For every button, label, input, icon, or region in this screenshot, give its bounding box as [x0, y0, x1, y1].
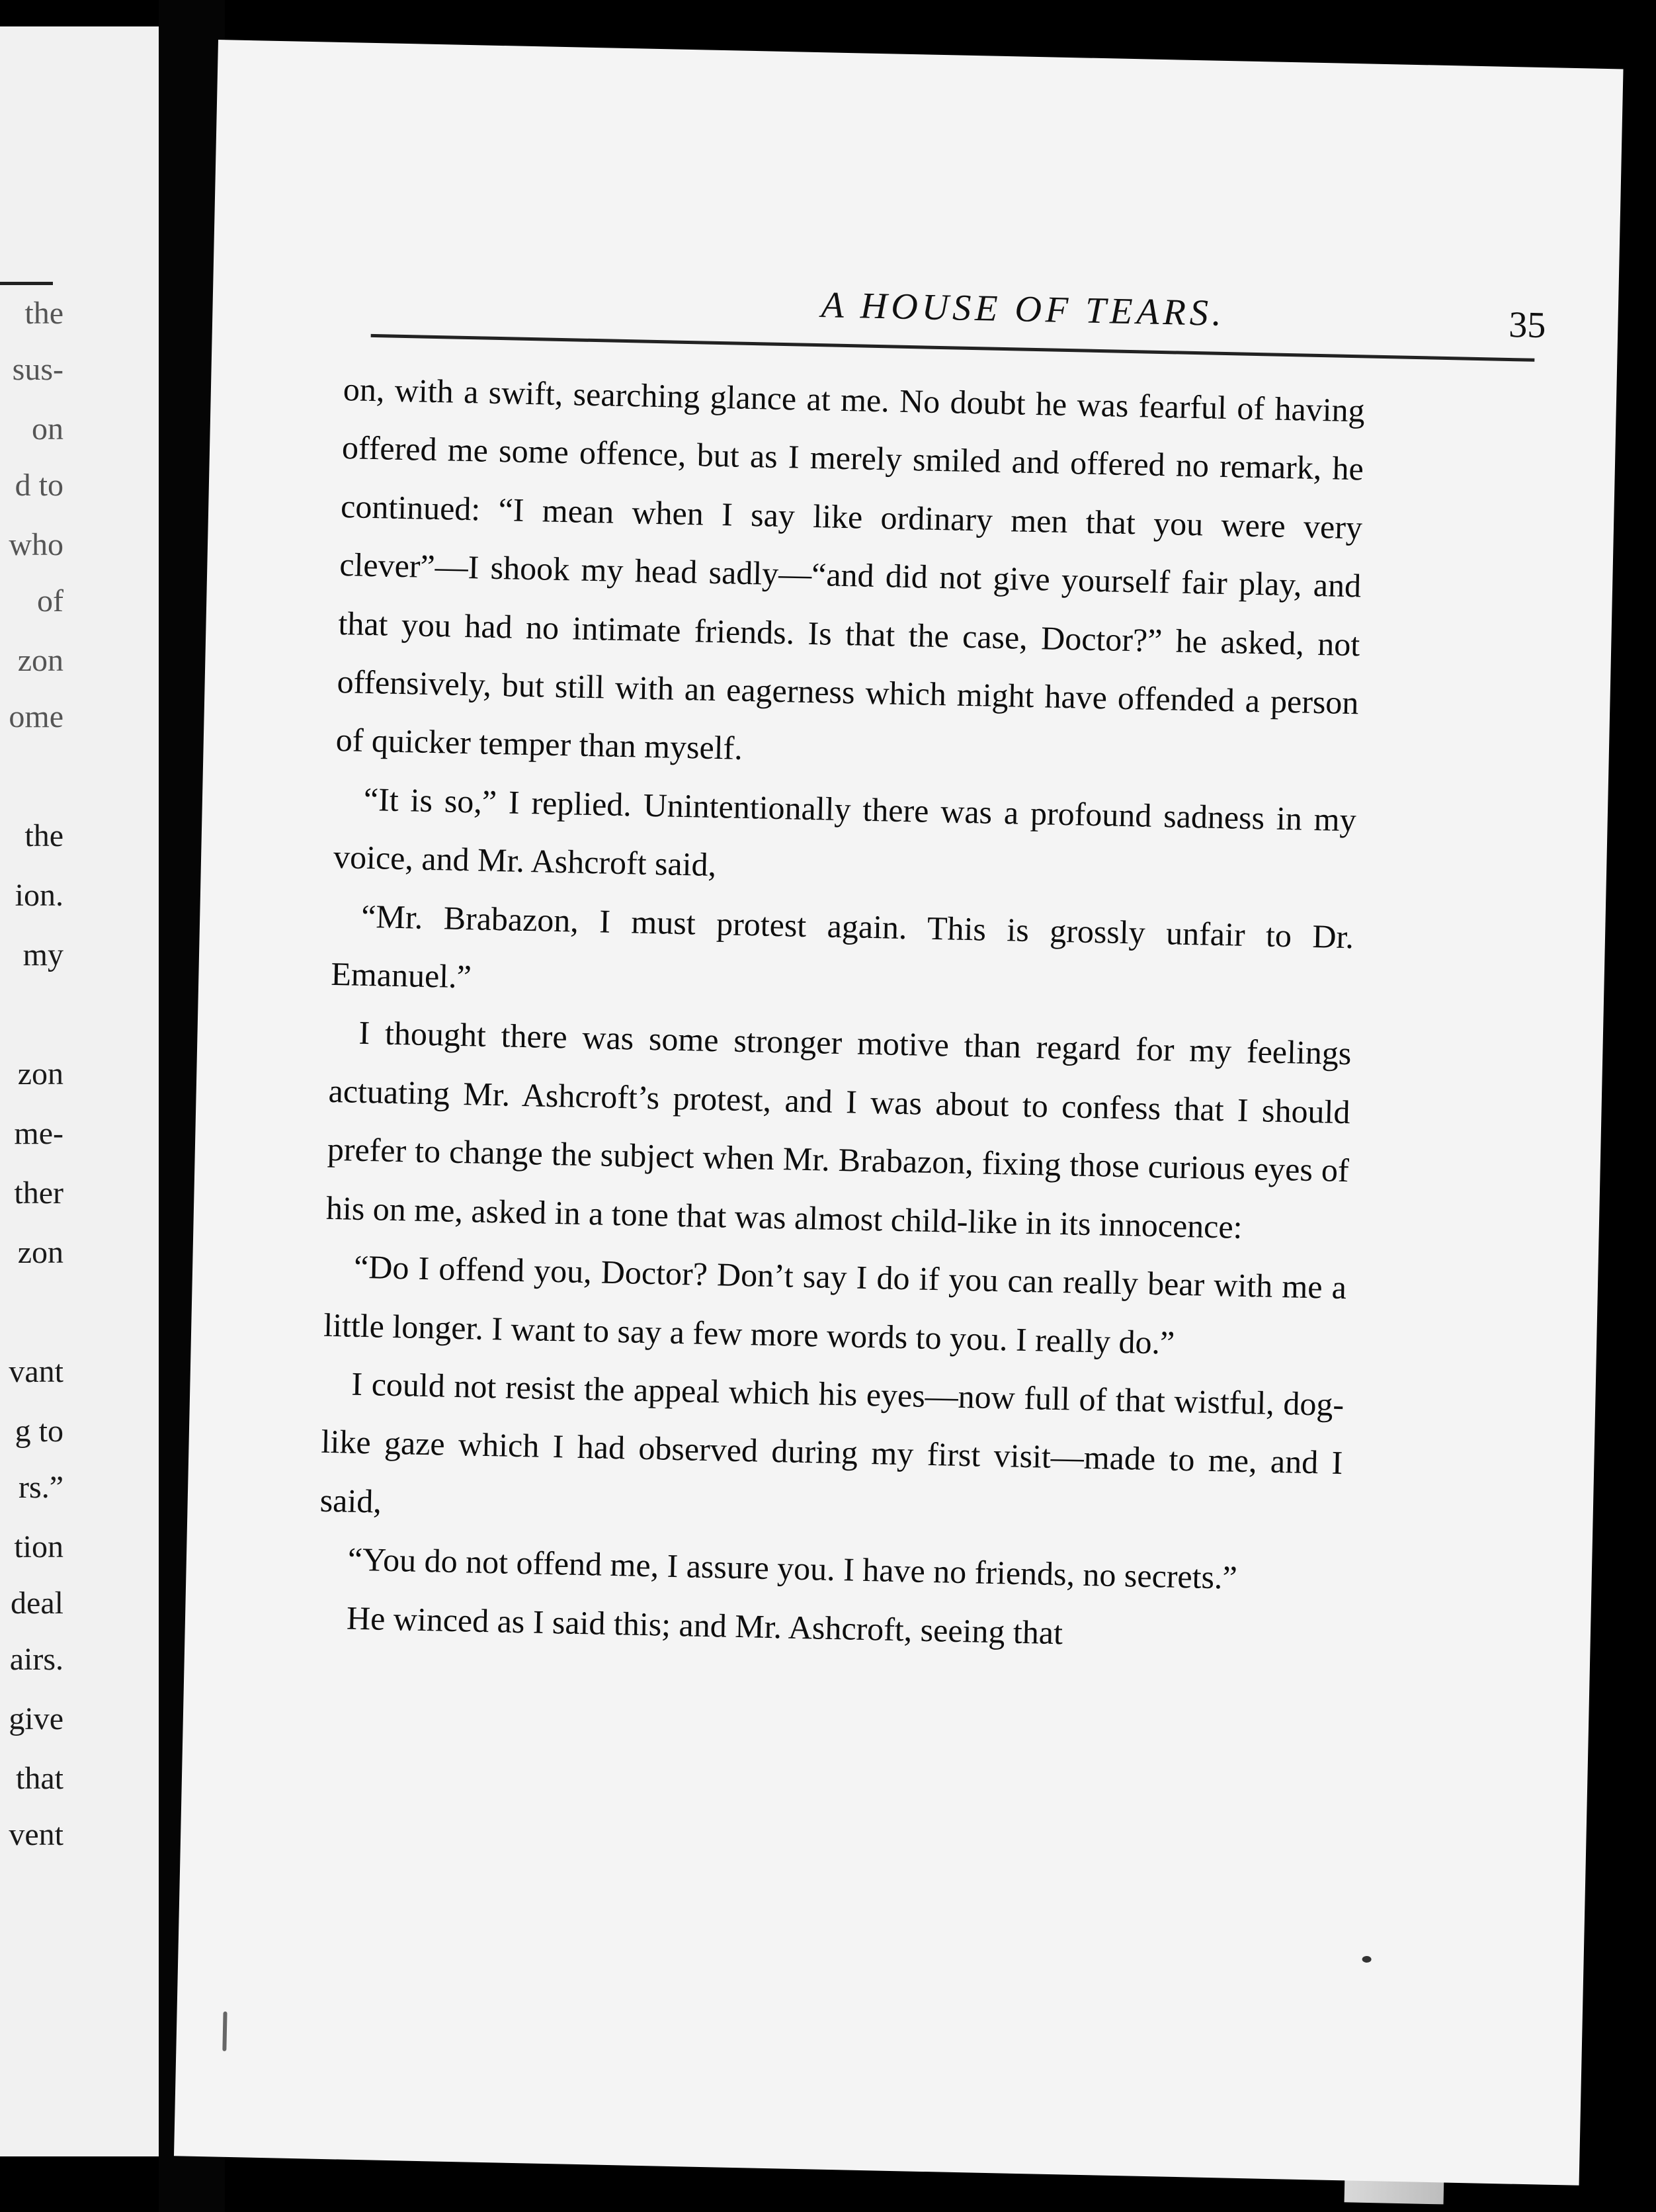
previous-page-line-end: zon	[17, 643, 63, 678]
paragraph: “Mr. Brabazon, I must protest again. This is grossly unfair to Dr. Emanuel.”	[330, 897, 1354, 996]
paragraph: on, with a swift, searching glance at me. No doubt he was fearful of having offered me some offence, but as I merely smiled and offered no remark, he continued: “I mean when I say like ordinary men that you were very clever”—I shook my head sadly—“and did not give yourself fair play, and that you had no intimate friends. Is that the case, Doctor?” he asked, not offensively, but still with an eagerness which might have offended a person of quicker temper than myself.	[335, 370, 1366, 767]
page-number: 35	[1508, 304, 1547, 347]
previous-page-line-end: me-	[14, 1116, 63, 1151]
previous-page-line-end: zon	[17, 1056, 63, 1091]
previous-page-line-end: tion	[14, 1529, 63, 1564]
paragraph: “Do I offend you, Doctor? Don’t say I do if you can really bear with me a little longer. I want to say a few more words to you. I really do.”	[323, 1248, 1347, 1361]
previous-page-line-end: ther	[14, 1175, 63, 1211]
book-page	[174, 40, 1624, 2186]
paragraph: “It is so,” I replied. Unintentionally there was a profound sadness in my voice, and Mr. Ashcroft said,	[333, 780, 1357, 884]
running-head-title: A HOUSE OF TEARS.	[821, 284, 1226, 334]
body-text	[317, 360, 1365, 1668]
previous-page-line-end: of	[37, 583, 63, 618]
previous-page-line-end: sus-	[12, 352, 63, 387]
previous-page-line-end: that	[16, 1761, 63, 1796]
running-head	[370, 268, 1562, 379]
previous-page-line-end: zon	[17, 1235, 63, 1270]
previous-page-line-end: ion.	[15, 878, 63, 913]
previous-page-line-end: the	[24, 296, 63, 331]
previous-page-line-end: g to	[15, 1414, 63, 1449]
previous-page-line-end: airs.	[9, 1642, 63, 1677]
scan-speck	[222, 2012, 227, 2051]
paragraph: He winced as I said this; and Mr. Ashcroft, seeing that	[346, 1599, 1063, 1651]
previous-page-line-end: give	[9, 1701, 63, 1736]
previous-page-line-end: my	[22, 937, 63, 972]
previous-page-line-end: ome	[9, 699, 63, 734]
paragraph: I could not resist the appeal which his eyes—now full of that wistful, dog-like gaze which I had observed during my first visit—made to me, and I said,	[319, 1365, 1345, 1520]
previous-page-line-end: vant	[9, 1354, 63, 1389]
previous-page-line-end: on	[32, 411, 63, 447]
previous-page-line-end: who	[9, 527, 63, 562]
paragraph: “You do not offend me, I assure you. I have no friends, no secrets.”	[347, 1540, 1238, 1596]
previous-page-line-end: rs.”	[19, 1470, 63, 1505]
running-head-rule	[371, 334, 1535, 362]
previous-page-line-end: d to	[15, 468, 63, 503]
previous-page-line-end: the	[24, 818, 63, 853]
paragraph: I thought there was some stronger motive than regard for my feelings actuating Mr. Ashcroft’s protest, and I was about to confess that I should prefer to change the subject when Mr. Brabazon, fixing those curious eyes of his on me, asked in a tone that was almost child-like in its innocence:	[325, 1014, 1352, 1246]
previous-page-head-rule	[0, 282, 53, 285]
scan-speck	[1362, 1956, 1372, 1963]
previous-page-line-end: vent	[9, 1817, 63, 1852]
previous-page-line-end: deal	[11, 1586, 63, 1621]
